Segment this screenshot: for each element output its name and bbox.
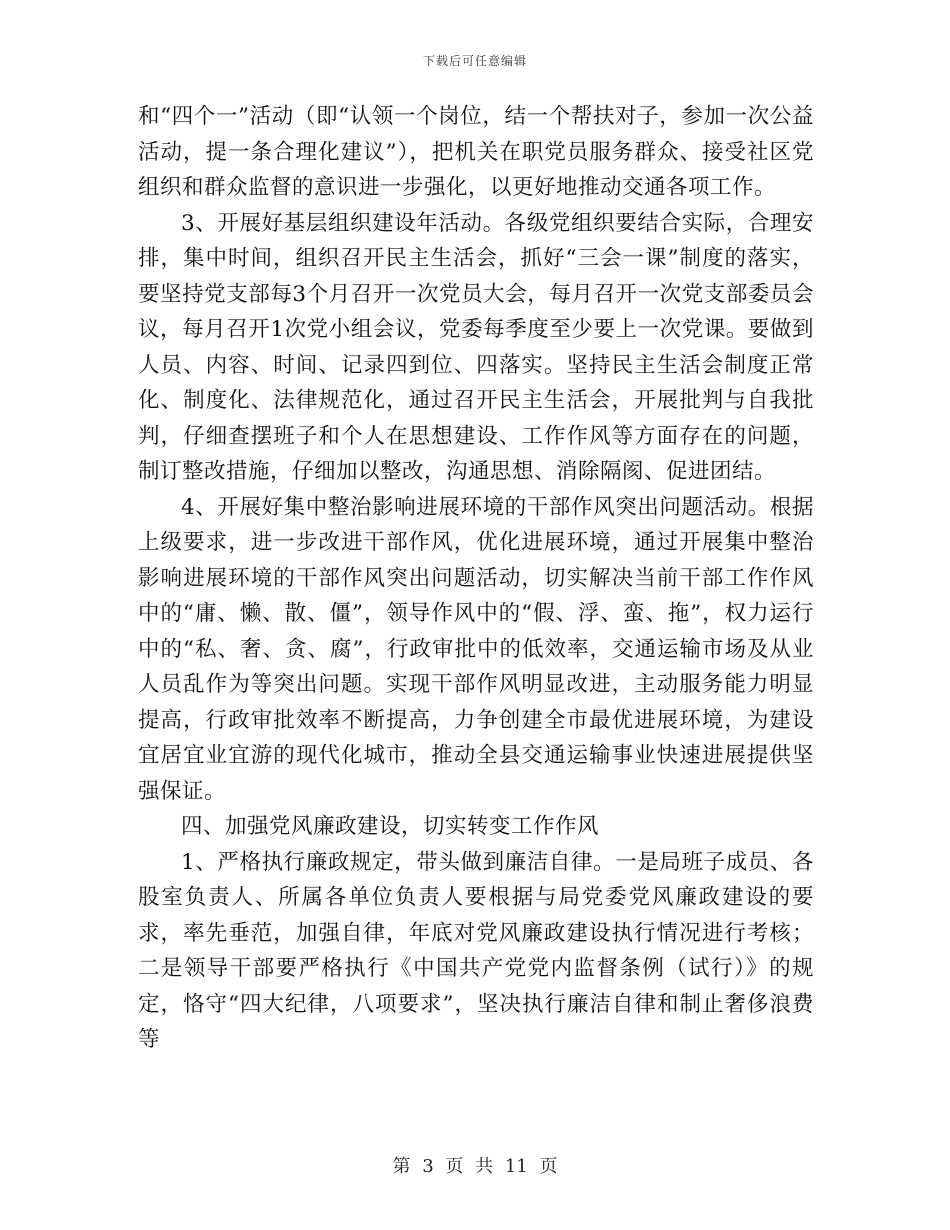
page-number: 第 3 页 共 11 页 (392, 1156, 558, 1177)
paragraph-3: 4、开展好集中整治影响进展环境的干部作风突出问题活动。根据上级要求，进一步改进干部作风，优化进展环境，通过开展集中整治影响进展环境的干部作风突出问题活动，切实解决当前干部工作作风中的“庸、懒、散、僵”，领导作风中的“假、浮、蛮、拖”，权力运行中的“私、奢、贪、腐”，行政审批中的低效率，交通运输市场及从业人员乱作为等突出问题。实现干部作风明显改进，主动服务能力明显提高，行政审批效率不断提高，力争创建全市最优进展环境，为建设宜居宜业宜游的现代化城市，推动全县交通运输事业快速进展提供坚强保证。 (138, 494, 814, 804)
paragraph-4: 1、严格执行廉政规定，带头做到廉洁自律。一是局班子成员、各股室负责人、所属各单位负责人要根据与局党委党风廉政建设的要求，率先垂范，加强自律，年底对党风廉政建设执行情况进行考核；二是领导干部要严格执行《中国共产党党内监督条例（试行）》的规定，恪守“四大纪律，八项要求”，坚决执行廉洁自律和制止奢侈浪费等 (138, 849, 814, 1052)
document-body (138, 99, 814, 1058)
paragraph-2: 3、开展好基层组织建设年活动。各级党组织要结合实际，合理安排，集中时间，组织召开民主生活会，抓好“三会一课”制度的落实，要坚持党支部每3个月召开一次党员大会，每月召开一次党支部委员会议，每月召开1次党小组会议，党委每季度至少要上一次党课。要做到人员、内容、时间、记录四到位、四落实。坚持民主生活会制度正常化、制度化、法律规范化，通过召开民主生活会，开展批判与自我批判，仔细查摆班子和个人在思想建设、工作作风等方面存在的问题，制订整改措施，仔细加以整改，沟通思想、消除隔阂、促进团结。 (138, 210, 814, 484)
paragraph-1: 和“四个一”活动（即“认领一个岗位，结一个帮扶对子，参加一次公益活动，提一条合理化建议”），把机关在职党员服务群众、接受社区党组织和群众监督的意识进一步强化，以更好地推动交通各项工作。 (138, 104, 814, 200)
header-note: 下载后可任意编辑 (422, 54, 527, 68)
section-heading: 四、加强党风廉政建设，切实转变工作作风 (181, 814, 600, 839)
